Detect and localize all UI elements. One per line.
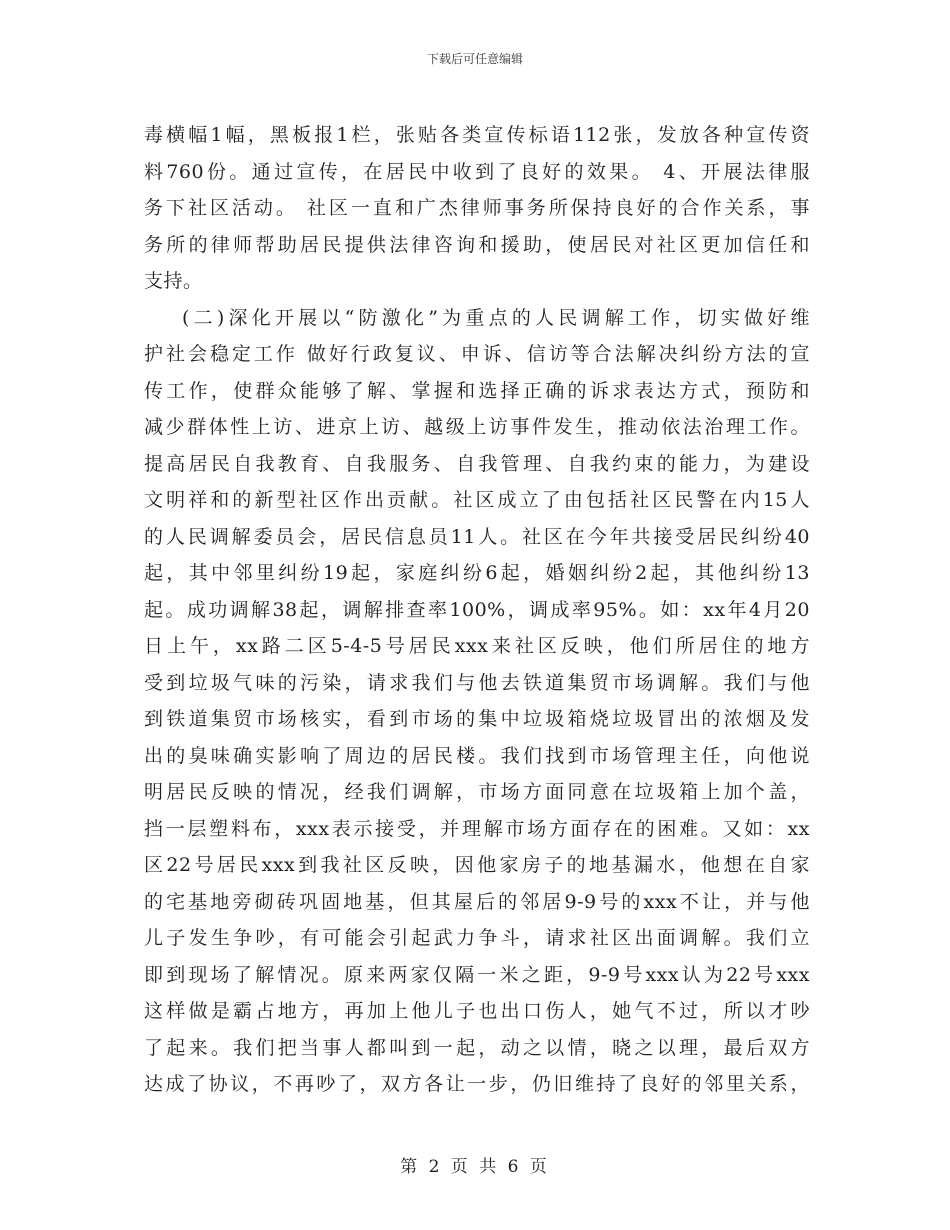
text-line: 区22号居民xxx到我社区反映，因他家房子的地基漏水，他想在自家 bbox=[144, 854, 810, 876]
text-line: 务所的律师帮助居民提供法律咨询和援助，使居民对社区更加信任和 bbox=[144, 233, 810, 256]
text-line: 出的臭味确实影响了周边的居民楼。我们找到市场管理主任，向他说 bbox=[144, 744, 810, 767]
text-line: 毒横幅1幅，黑板报1栏，张贴各类宣传标语112张，发放各种宣传资 bbox=[144, 124, 810, 146]
text-line: 料760份。通过宣传，在居民中收到了良好的效果。 4、开展法律服 bbox=[144, 160, 810, 183]
text-line: 到铁道集贸市场核实，看到市场的集中垃圾箱烧垃圾冒出的浓烟及发 bbox=[144, 708, 810, 730]
text-line: 文明祥和的新型社区作出贡献。社区成立了由包括社区民警在内15人 bbox=[144, 489, 810, 511]
text-line: 儿子发生争吵，有可能会引起武力争斗，请求社区出面调解。我们立 bbox=[144, 927, 810, 949]
text-line: 传工作，使群众能够了解、掌握和选择正确的诉求表达方式，预防和 bbox=[144, 379, 810, 402]
text-line: 护社会稳定工作 做好行政复议、申诉、信访等合法解决纠纷方法的宣 bbox=[144, 343, 810, 365]
text-line: (二)深化开展以“防激化”为重点的人民调解工作，切实做好维 bbox=[182, 306, 810, 329]
page-header: 下载后可任意编辑 bbox=[426, 52, 523, 66]
text-line: 支持。 bbox=[144, 270, 203, 292]
document-body bbox=[144, 117, 810, 1103]
text-line: 起。成功调解38起，调解排查率100%，调成率95%。如：xx年4月20 bbox=[144, 598, 810, 621]
text-line: 务下社区活动。 社区一直和广杰律师事务所保持良好的合作关系，事 bbox=[144, 197, 810, 219]
text-line: 的人民调解委员会，居民信息员11人。社区在今年共接受居民纠纷40 bbox=[144, 525, 810, 548]
text-line: 减少群体性上访、进京上访、越级上访事件发生，推动依法治理工作。 bbox=[144, 416, 810, 438]
text-line: 这样做是霸占地方，再加上他儿子也出口伤人，她气不过，所以才吵 bbox=[144, 1000, 810, 1022]
text-line: 了起来。我们把当事人都叫到一起，动之以情，晓之以理，最后双方 bbox=[144, 1036, 810, 1059]
text-line: 起，其中邻里纠纷19起，家庭纠纷6起，婚姻纠纷2起，其他纠纷13 bbox=[144, 562, 810, 584]
text-line: 的宅基地旁砌砖巩固地基，但其屋后的邻居9-9号的xxx不让，并与他 bbox=[144, 890, 810, 913]
text-line: 明居民反映的情况，经我们调解，市场方面同意在垃圾箱上加个盖， bbox=[144, 781, 810, 803]
text-line: 挡一层塑料布，xxx表示接受，并理解市场方面存在的困难。又如：xx bbox=[144, 817, 810, 840]
text-line: 提高居民自我教育、自我服务、自我管理、自我约束的能力，为建设 bbox=[144, 452, 810, 475]
text-line: 即到现场了解情况。原来两家仅隔一米之距，9-9号xxx认为22号xxx bbox=[144, 963, 810, 986]
text-line: 日上午，xx路二区5-4-5号居民xxx来社区反映，他们所居住的地方 bbox=[144, 635, 810, 657]
page-number: 第 2 页 共 6 页 bbox=[400, 1157, 550, 1177]
text-line: 达成了协议，不再吵了，双方各让一步，仍旧维持了良好的邻里关系， bbox=[144, 1073, 810, 1095]
text-line: 受到垃圾气味的污染，请求我们与他去铁道集贸市场调解。我们与他 bbox=[144, 671, 810, 694]
